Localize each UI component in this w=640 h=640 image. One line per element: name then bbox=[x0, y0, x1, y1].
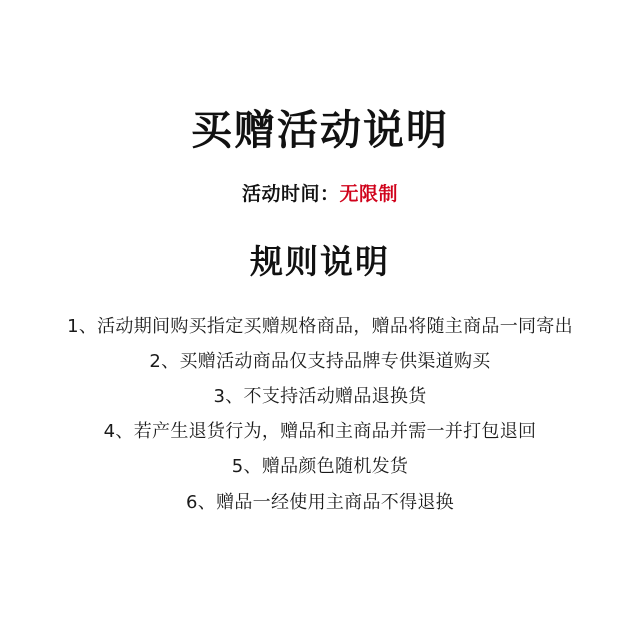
list-item: 1、活动期间购买指定买赠规格商品，赠品将随主商品一同寄出 bbox=[67, 316, 573, 338]
list-item: 5、赠品颜色随机发货 bbox=[231, 456, 409, 478]
page-title: 买赠活动说明 bbox=[191, 106, 449, 154]
list-item: 2、买赠活动商品仅支持品牌专供渠道购买 bbox=[149, 351, 491, 373]
list-item: 4、若产生退货行为，赠品和主商品并需一并打包退回 bbox=[103, 421, 537, 443]
activity-time-row bbox=[242, 179, 398, 206]
list-item: 3、不支持活动赠品退换货 bbox=[213, 386, 427, 408]
activity-time-value: 无限制 bbox=[339, 183, 399, 206]
activity-time-label: 活动时间： bbox=[241, 183, 340, 206]
list-item: 6、赠品一经使用主商品不得退换 bbox=[186, 491, 454, 513]
section-title-rules: 规则说明 bbox=[250, 242, 390, 282]
rules-list bbox=[0, 309, 640, 520]
